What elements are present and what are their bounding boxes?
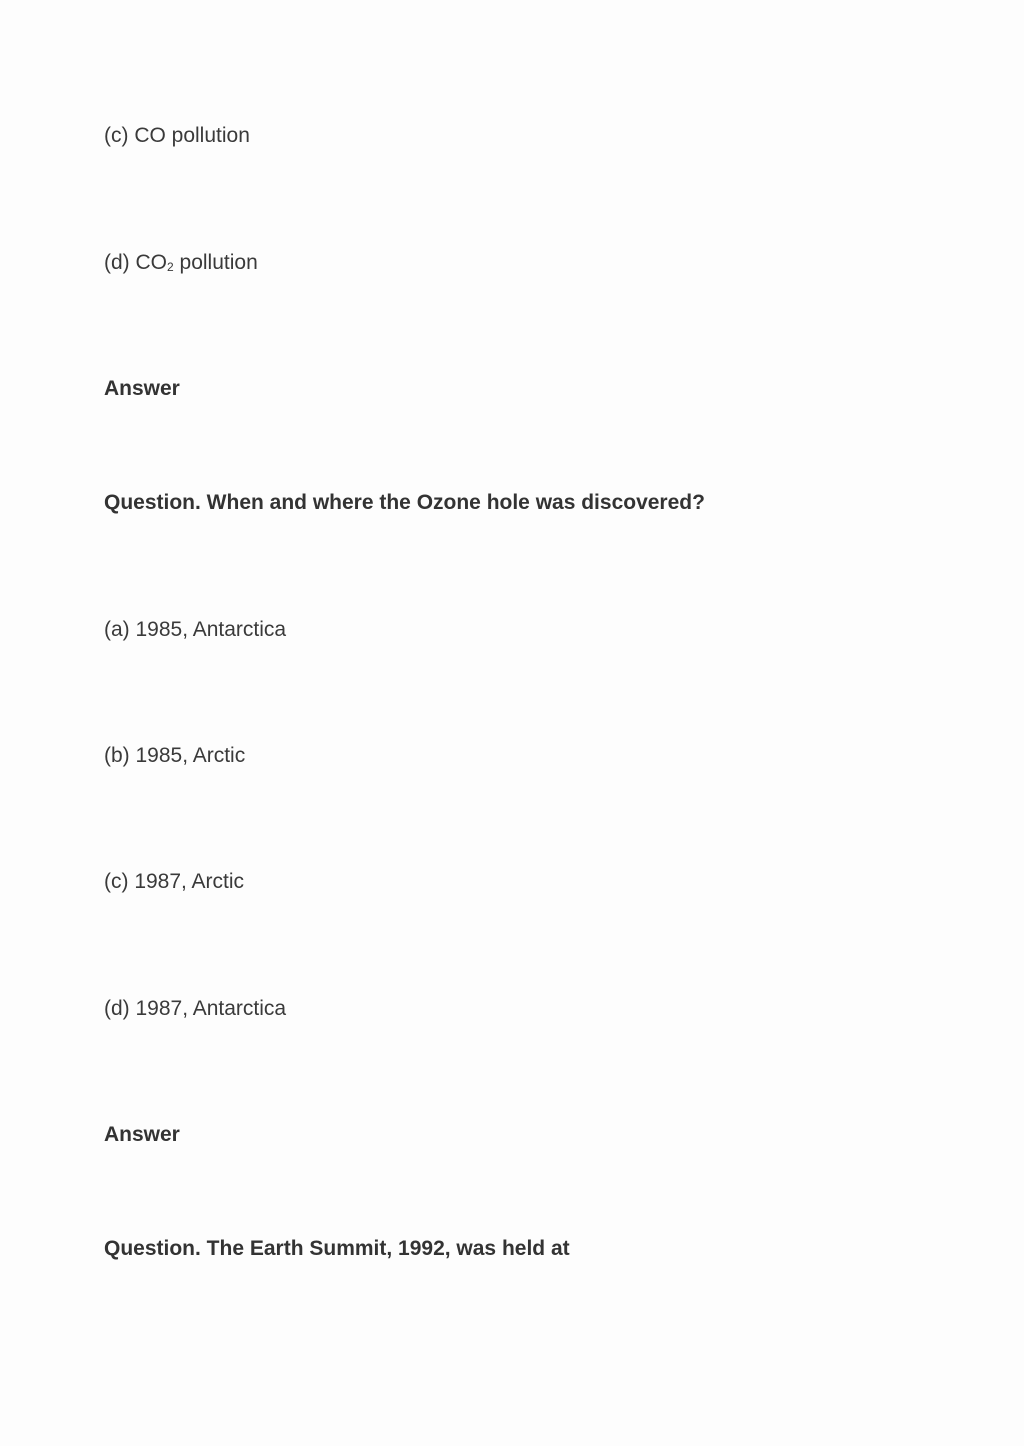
question-earth-summit: Question. The Earth Summit, 1992, was held at [104,1237,570,1260]
option-d-prefix: (d) CO [104,251,167,274]
option-d-co2-pollution [104,251,258,279]
option-d: (d) 1987, Antarctica [104,997,287,1020]
option-d-suffix: pollution [173,251,258,274]
answer-toggle-2[interactable]: Answer [104,1123,180,1146]
option-c-co-pollution: (c) CO pollution [104,124,250,147]
answer-toggle-1[interactable]: Answer [104,377,180,400]
option-b: (b) 1985, Arctic [104,744,246,767]
question-ozone-hole: Question. When and where the Ozone hole was discovered? [104,491,705,514]
option-d-subscript: 2 [167,260,174,274]
option-c: (c) 1987, Arctic [104,870,245,893]
option-a: (a) 1985, Antarctica [104,618,287,641]
